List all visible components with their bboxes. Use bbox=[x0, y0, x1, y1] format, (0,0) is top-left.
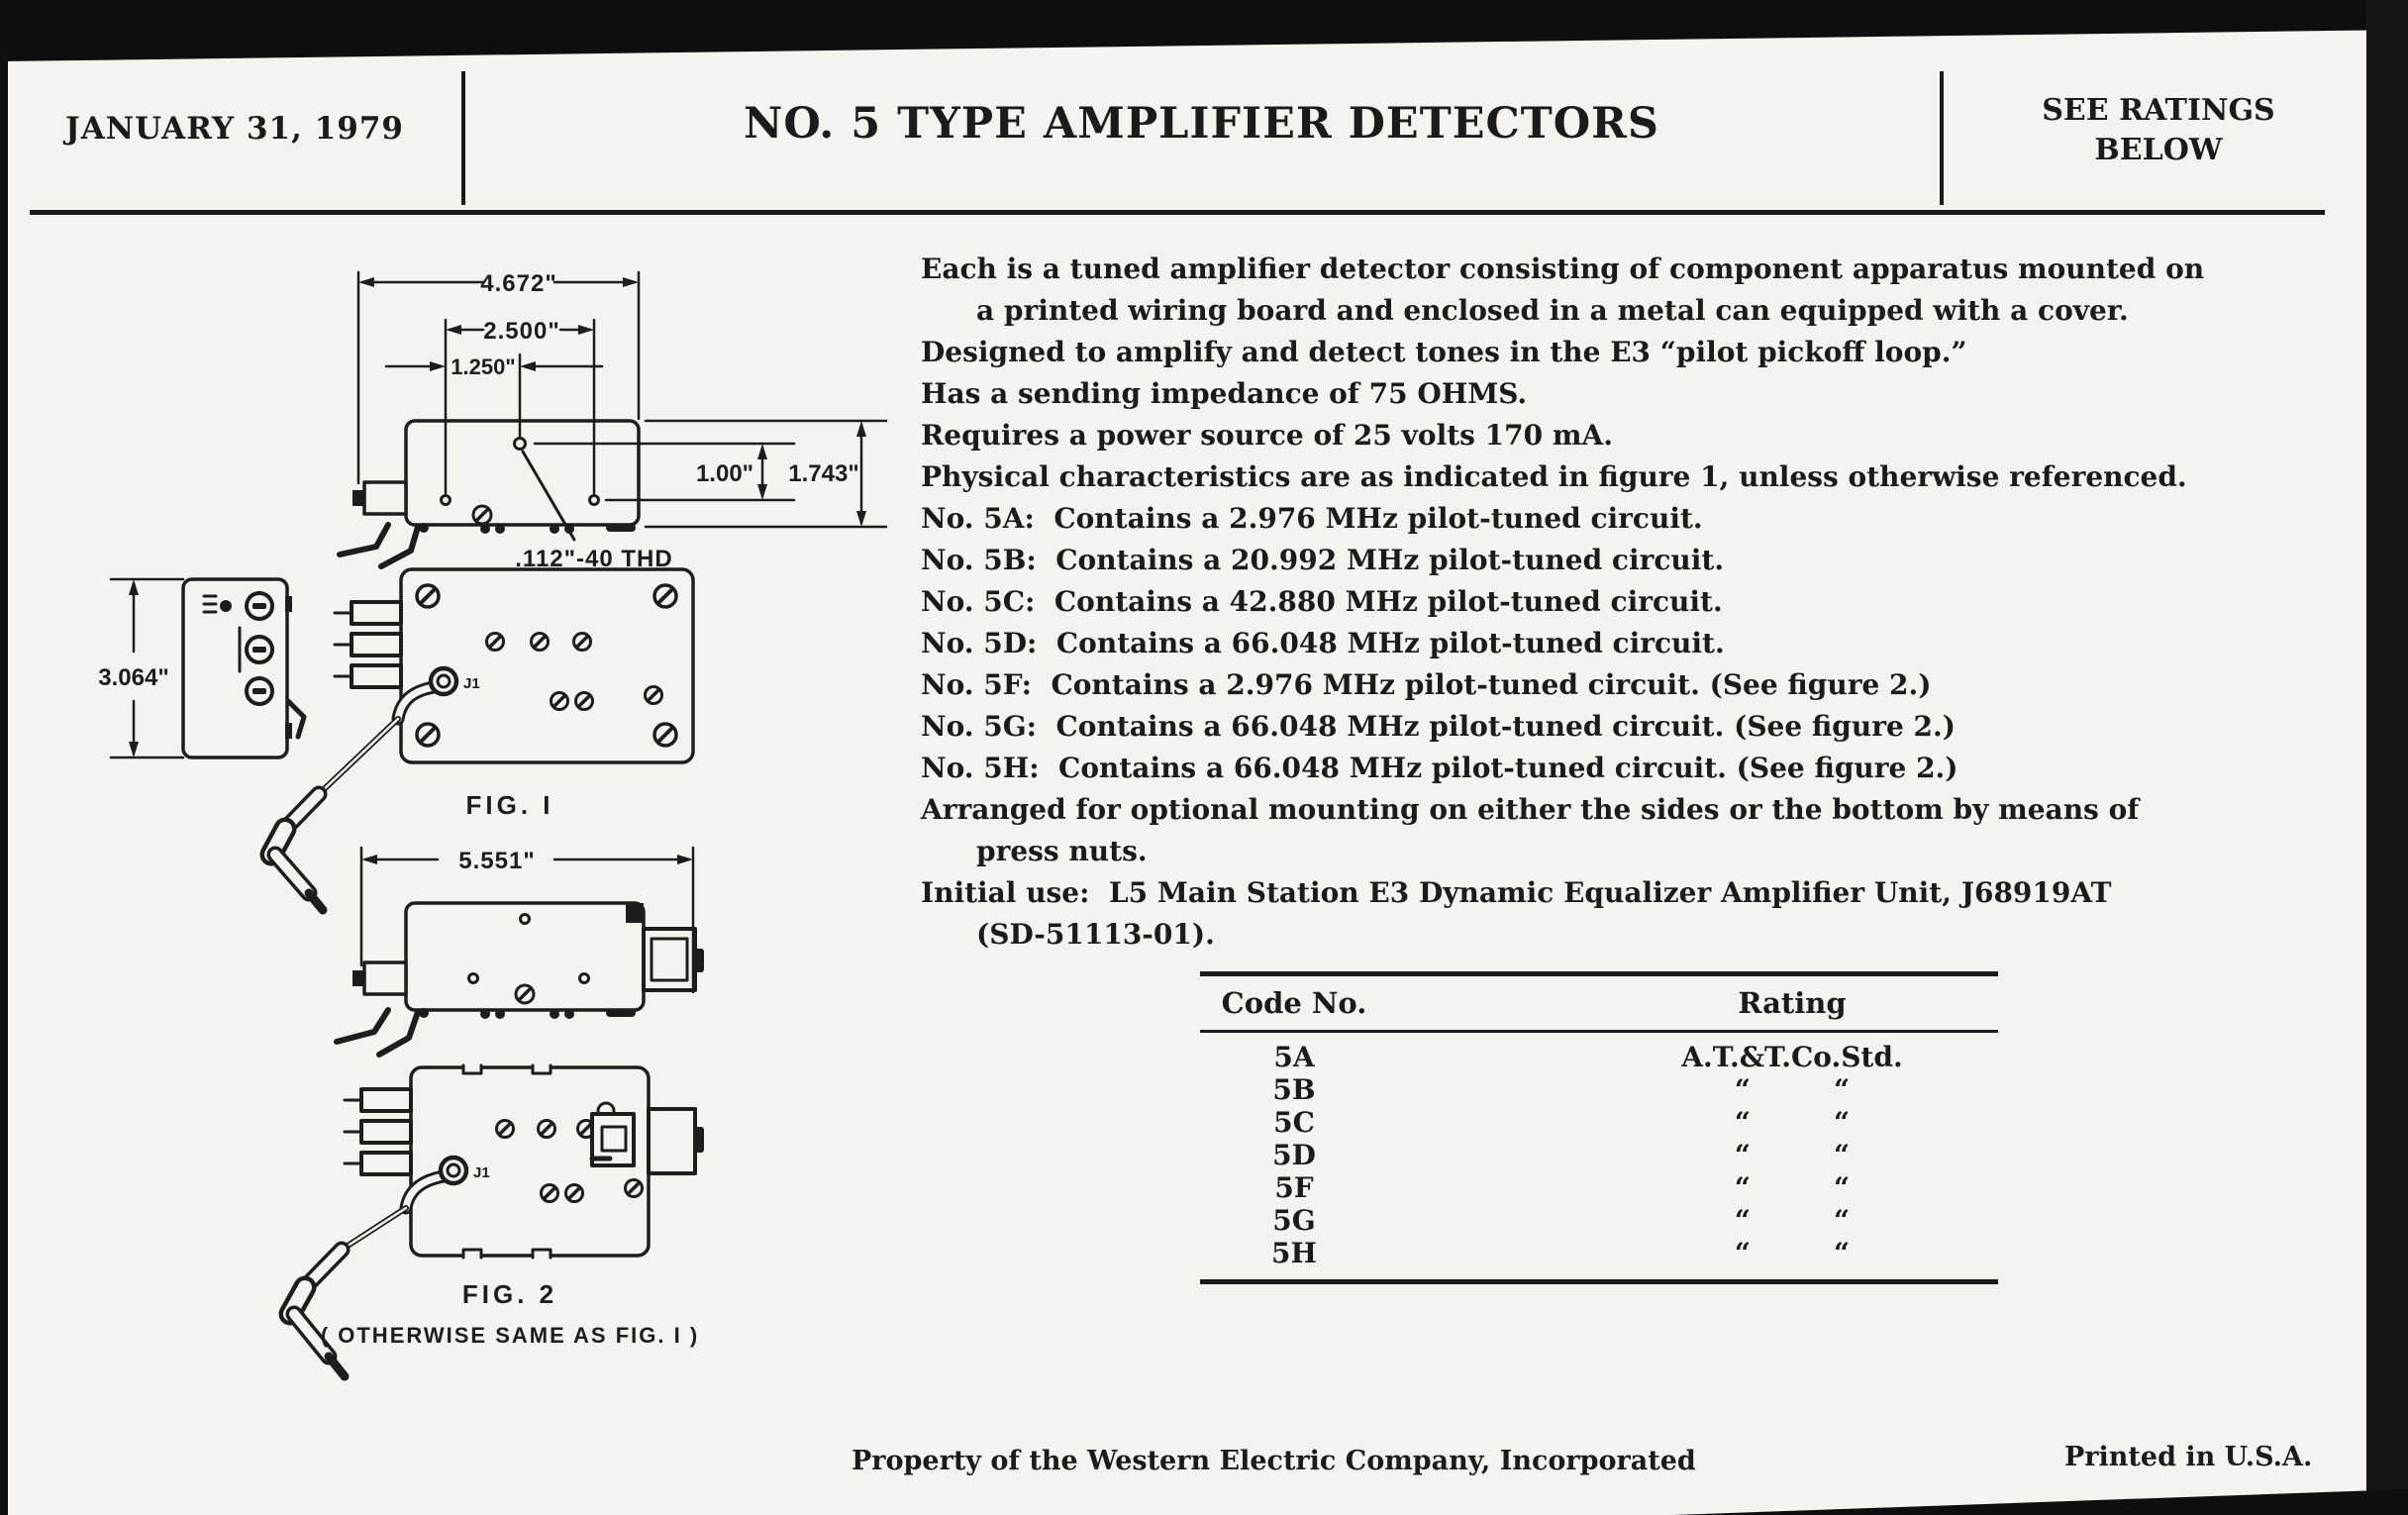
fig2-bottom-view bbox=[290, 1063, 704, 1376]
scan-edge-left bbox=[0, 50, 8, 1515]
description-line: Designed to amplify and detect tones in the E3 “pilot pickoff loop.” bbox=[921, 336, 1967, 368]
dim-hole-height-label: 1.00" bbox=[695, 460, 754, 487]
table-row bbox=[1200, 1073, 1998, 1106]
description-line: Physical characteristics are as indicated in figure 1, unless otherwise referenced. bbox=[921, 460, 2187, 493]
fig1-front-view bbox=[98, 579, 304, 758]
figures-drawing bbox=[59, 228, 911, 1426]
document-date: JANUARY 31, 1979 bbox=[65, 111, 404, 147]
rating-cell: “ “ bbox=[1734, 1171, 1851, 1204]
table-row bbox=[1200, 1204, 1998, 1237]
code-cell: 5B bbox=[1272, 1073, 1316, 1106]
header-divider-left bbox=[461, 71, 465, 205]
code-cell: 5A bbox=[1273, 1041, 1315, 1073]
dim-hole-offset-label: 1.250" bbox=[451, 354, 516, 379]
description-block bbox=[921, 249, 2376, 956]
fig2-side-view bbox=[337, 848, 704, 1055]
scan-edge-bottom bbox=[0, 1481, 2408, 1515]
description-line: a printed wiring board and enclosed in a metal can equipped with a cover. bbox=[976, 294, 2129, 327]
description-line: No. 5H: Contains a 66.048 MHz pilot-tuned circuit. (See figure 2.) bbox=[921, 752, 1958, 784]
description-line: (SD-51113-01). bbox=[976, 918, 1215, 951]
description-line: No. 5F: Contains a 2.976 MHz pilot-tuned circuit. (See figure 2.) bbox=[921, 668, 1932, 701]
code-cell: 5C bbox=[1273, 1106, 1315, 1139]
col-header-code: Code No. bbox=[1221, 986, 1367, 1020]
dim-height-label: 1.743" bbox=[788, 460, 859, 487]
description-line: No. 5B: Contains a 20.992 MHz pilot-tuned circuit. bbox=[921, 544, 1725, 576]
table-bottom-rule bbox=[1200, 1279, 1998, 1284]
rating-cell: “ “ bbox=[1734, 1073, 1851, 1106]
fig2-note: ( OTHERWISE SAME AS FIG. I ) bbox=[320, 1323, 700, 1348]
table-row bbox=[1200, 1139, 1998, 1171]
description-line: No. 5A: Contains a 2.976 MHz pilot-tuned circuit. bbox=[921, 502, 1703, 535]
rating-cell: “ “ bbox=[1734, 1237, 1851, 1269]
header-rule bbox=[30, 210, 2325, 215]
table-header-row bbox=[1200, 976, 1998, 1030]
table-row bbox=[1200, 1041, 1998, 1073]
jack-label: J1 bbox=[463, 675, 480, 692]
code-cell: 5F bbox=[1274, 1171, 1314, 1204]
description-line: Arranged for optional mounting on either the sides or the bottom by means of bbox=[921, 793, 2140, 826]
code-cell: 5G bbox=[1272, 1204, 1316, 1237]
code-cell: 5D bbox=[1272, 1139, 1316, 1171]
scan-edge-top bbox=[0, 0, 2408, 63]
table-row bbox=[1200, 1106, 1998, 1139]
page-title: NO. 5 TYPE AMPLIFIER DETECTORS bbox=[744, 99, 1659, 149]
fig1-side-view bbox=[340, 270, 886, 572]
scan-edge-right bbox=[2366, 0, 2408, 1515]
table-body bbox=[1200, 1033, 1998, 1279]
header-divider-right bbox=[1940, 71, 1944, 205]
dim-front-height-label: 3.064" bbox=[98, 664, 169, 691]
ratings-table bbox=[1200, 971, 1998, 1284]
rating-cell: “ “ bbox=[1734, 1139, 1851, 1171]
rating-cell: “ “ bbox=[1734, 1204, 1851, 1237]
description-line: No. 5G: Contains a 66.048 MHz pilot-tuned circuit. (See figure 2.) bbox=[921, 710, 1956, 743]
description-line: Each is a tuned amplifier detector consisting of component apparatus mounted on bbox=[921, 252, 2205, 285]
fig1-j1-jack bbox=[431, 668, 480, 694]
dim-hole-span-label: 2.500" bbox=[483, 318, 560, 345]
rating-cell: A.T.&T.Co.Std. bbox=[1681, 1041, 1903, 1073]
description-line: press nuts. bbox=[976, 835, 1148, 867]
fig1-caption: FIG. I bbox=[465, 790, 554, 820]
description-line: Has a sending impedance of 75 OHMS. bbox=[921, 377, 1528, 410]
ratings-note: SEE RATINGS BELOW bbox=[2042, 93, 2275, 167]
description-line: No. 5D: Contains a 66.048 MHz pilot-tuned circuit. bbox=[921, 627, 1725, 659]
code-cell: 5H bbox=[1271, 1237, 1317, 1269]
bottom-center-screw bbox=[473, 506, 491, 524]
dim-fig2-width-label: 5.551" bbox=[458, 848, 536, 874]
front-jacks bbox=[204, 593, 272, 704]
table-row bbox=[1200, 1237, 1998, 1269]
rating-cell: “ “ bbox=[1734, 1106, 1851, 1139]
fig2-j1-jack bbox=[441, 1158, 490, 1183]
property-notice: Property of the Western Electric Company, Incorporated bbox=[852, 1446, 1696, 1476]
fig2-caption: FIG. 2 bbox=[461, 1279, 558, 1309]
table-row bbox=[1200, 1171, 1998, 1204]
col-header-rating: Rating bbox=[1738, 986, 1847, 1020]
printed-notice: Printed in U.S.A. bbox=[2064, 1442, 2313, 1472]
description-line: No. 5C: Contains a 42.880 MHz pilot-tuned circuit. bbox=[921, 585, 1723, 618]
thread-label: .112"-40 THD bbox=[515, 546, 673, 572]
jack-label: J1 bbox=[473, 1164, 490, 1181]
fig1-cord-plug bbox=[271, 687, 434, 910]
description-line: Requires a power source of 25 volts 170 mA. bbox=[921, 419, 1613, 452]
corner-screws bbox=[417, 585, 676, 746]
dim-width-label: 4.672" bbox=[480, 270, 557, 297]
description-line: Initial use: L5 Main Station E3 Dynamic Equalizer Amplifier Unit, J68919AT bbox=[921, 876, 2112, 909]
